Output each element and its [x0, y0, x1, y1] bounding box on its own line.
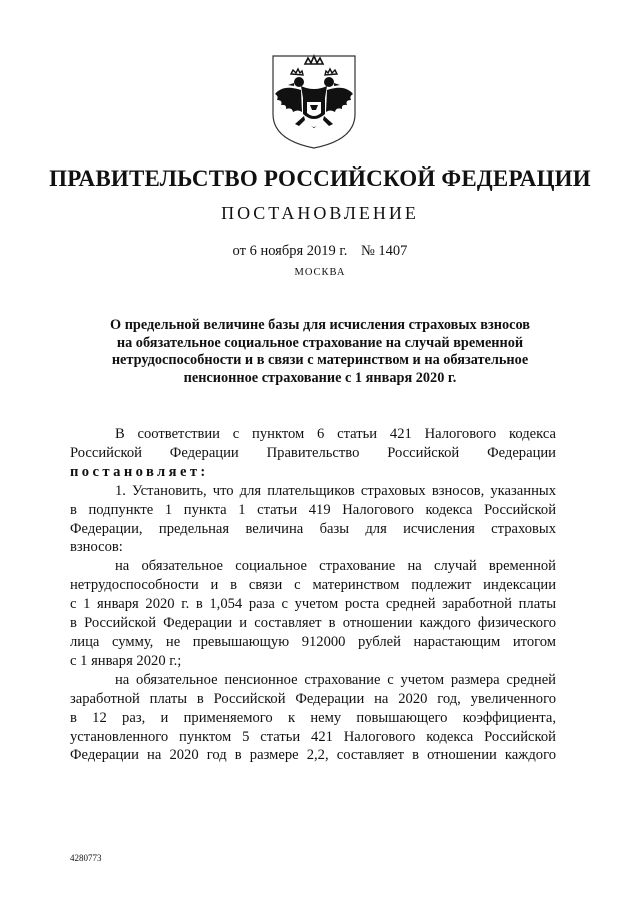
heading-line: нетрудоспособности и в связи с материнством и на обязательное [111, 352, 529, 368]
body-line: взносов: [70, 539, 123, 556]
decrees-word: постановляет: [70, 463, 209, 480]
body-line: в Российской Федерации и составляет в отношении каждого физического [70, 615, 556, 632]
body-line: В соответствии с пунктом 6 статьи 421 Налогового кодекса [115, 426, 556, 442]
body-line: Федерации, предельная величина базы для исчисления страховых [70, 520, 556, 537]
document-body [70, 425, 556, 765]
body-line: установленного пунктом 5 статьи 421 Налогового кодекса Российской [70, 728, 556, 745]
government-title: ПРАВИТЕЛЬСТВО РОССИЙСКОЙ ФЕДЕРАЦИИ [49, 166, 591, 191]
heading-line: О предельной величине базы для исчисления страховых взносов [110, 317, 530, 333]
document-heading [86, 317, 554, 387]
body-line: на обязательное пенсионное страхование с учетом размера средней [115, 671, 556, 688]
coat-of-arms-icon [271, 54, 357, 150]
body-line: нетрудоспособности и в связи с материнством подлежит индексации [70, 577, 556, 594]
body-line: 1. Установить, что для плательщиков страховых взносов, указанных [115, 482, 556, 499]
body-line: в 12 раз, и применяемого к нему повышающего коэффициента, [70, 709, 556, 726]
document-type: ПОСТАНОВЛЕНИЕ [221, 203, 419, 223]
body-line: Российской Федерации Правительство Российской Федерации [70, 444, 556, 461]
document-code: 4280773 [70, 853, 102, 863]
document-date: от 6 ноября 2019 г. [232, 243, 348, 259]
body-line: в подпункте 1 пункта 1 статьи 419 Налогового кодекса Российской [70, 501, 556, 518]
body-line: на обязательное социальное страхование на случай временной [115, 558, 556, 575]
document-city: МОСКВА [294, 267, 346, 278]
heading-line: на обязательное социальное страхование на случай временной [116, 334, 524, 351]
body-line: с 1 января 2020 г. в 1,054 раза с учетом роста средней заработной платы [70, 596, 556, 613]
body-line: заработной платы в Российской Федерации на 2020 год, увеличенного [70, 690, 556, 707]
heading-line: пенсионное страхование с 1 января 2020 г. [183, 369, 457, 386]
document-number: № 1407 [360, 243, 408, 259]
document-date-line [0, 243, 640, 260]
body-line: лица сумму, не превышающую 912000 рублей нарастающим итогом [70, 633, 556, 650]
body-line: Федерации на 2020 год в размере 2,2, составляет в отношении каждого [70, 747, 556, 764]
body-line: с 1 января 2020 г.; [70, 652, 182, 669]
